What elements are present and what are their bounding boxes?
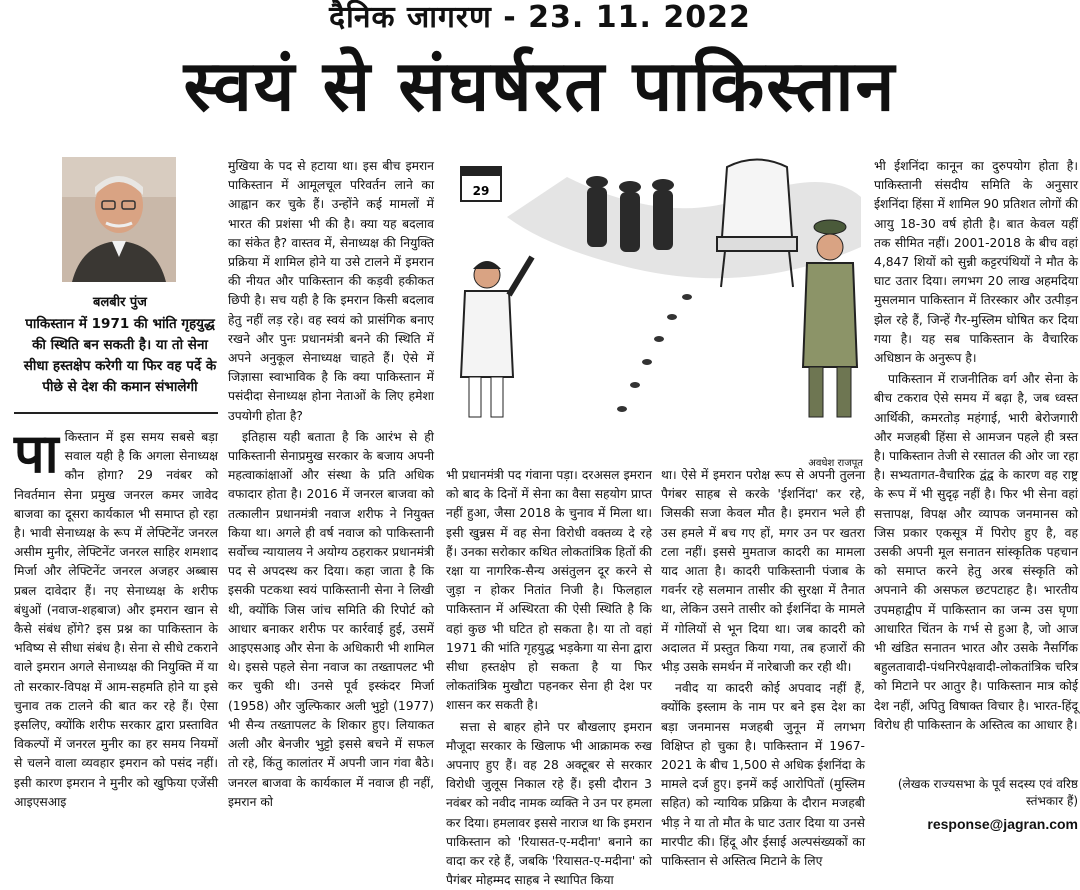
headline: स्वयं से संघर्षरत पाकिस्तान xyxy=(183,45,897,127)
author-photo xyxy=(62,157,176,282)
article-column-5 xyxy=(874,157,1078,773)
editorial-cartoon xyxy=(447,157,861,455)
article-paragraph: पाकिस्तान में राजनीतिक वर्ग और सेना के बीच टकराव ऐसे समय में बढ़ा है, जब ध्वस्त आर्थिकी, कमरतोड़ महंगाई, भारी बेरोजगारी और मजहबी हिंसा से आमजन पहले ही त्रस्त है। पाकिस्तान तेजी से रसातल की ओर जा रहा है। सभ्यतागत-वैचारिक द्वंद्व के कारण वह राष्ट्र के रूप में भी सुदृढ़ नहीं है। फिर भी सेना वहां सत्तापक्ष, विपक्ष और व्यापक जनमानस को जिस प्रकार एकसूत्र में पिरोए हुए है, वह उसकी अपनी मूल सनातन सांस्कृतिक पहचान को समाप्त करने हेतु अरब संस्कृति को अपनाने की असफल छटपटाहट है। भारतीय उपमहाद्वीप में पाकिस्तान का जन्म उस घृणा आधारित चिंतन के गर्भ से हुआ है, जो आज भी खंडित सनातन भारत और उसके नैसर्गिक बहुलतावादी-पंथनिरपेक्षवादी-लोकतांत्रिक चरित्र को मिटाने पर आतुर है। पाकिस्तान मात्र कोई देश नहीं, अपितु विषाक्त विचार है। भारत-हिंदू विरोध ही पाकिस्तान के अस्तित्व का आधार है। xyxy=(874,372,1078,732)
response-email: response@jagran.com xyxy=(927,816,1078,832)
divider xyxy=(14,412,218,414)
article-paragraph: था। ऐसे में इमरान परोक्ष रूप से अपनी तुलना पैगंबर साहब से करके 'ईशनिंदा' कर रहे, जिसकी सजा केवल मौत है। इमरान भले ही उस हमले में बच गए हों, मगर उन पर खतरा टला नहीं। इससे मुमताज कादरी का मामला याद आता है। कादरी पाकिस्तानी पंजाब के गवर्नर रहे सलमान तासीर की सुरक्षा में तैनात था, लेकिन उसने तासीर को ईशनिंदा के मामले में गोलियों से भून दिया था। जब कादरी को अदालत में प्रस्तुत किया गया, तब हजारों की भीड़ उसके समर्थन में नारेबाजी कर रही थी। xyxy=(661,468,865,675)
cartoon-credit: अवधेश राजपूत xyxy=(808,458,863,469)
article-paragraph: मुखिया के पद से हटाया था। इस बीच इमरान पाकिस्तान में आमूलचूल परिवर्तन लाने का आह्वान कर चुके हैं। उन्होंने कई मामलों में भारत की प्रशंसा भी की है। क्या यह बदलाव का संकेत है? वास्तव में, सेनाध्यक्ष की नियुक्ति प्रक्रिया में शामिल होने या उसे टालने में इमरान की नीयत और पाकिस्तान की कड़वी हकीकत छिपी है। सच यही है कि इमरान किसी बदलाव हेतु नहीं लड़ रहे। वह स्वयं को प्रासंगिक बनाए रखने और पुनः प्रधानमंत्री बनने की स्थिति में अपने अनुकूल सेनाध्यक्ष चाहते हैं। ऐसे में जिज्ञासा स्वाभाविक है कि क्या पाकिस्तान में पसंदीदा सेनाध्यक्ष होना नेताओं के लिए हमेशा उपयोगी होता है? xyxy=(228,159,434,423)
article-paragraph: भी प्रधानमंत्री पद गंवाना पड़ा। दरअसल इमरान को बाद के दिनों में सेना का वैसा सहयोग प्राप्त नहीं हुआ, जैसा 2018 के चुनाव में मिला था। इसी खुन्नस में वह सेना विरोधी वक्तव्य दे रहे हैं। उनका सरोकार कथित लोकतांत्रिक हितों की रक्षा या नागरिक-सैन्य असंतुलन दूर करने से जुड़ा न होकर नितांत निजी है। फिलहाल पाकिस्तान में अस्थिरता की ऐसी स्थिति है कि वहां कुछ भी घटित हो सकता है। या तो वहां 1971 की भांति गृहयुद्ध भड़केगा या सेना द्वारा सीधा हस्तक्षेप हो सकता है या फिर लोकतांत्रिक मुखौटा पहनकर सेना ही देश पर शासन कर सकती है। xyxy=(446,468,652,713)
article-paragraph: भी ईशनिंदा कानून का दुरुपयोग होता है। पाकिस्तानी संसदीय समिति के अनुसार ईशनिंदा हिंसा में शामिल 90 प्रतिशत लोगों की आयु 18-30 वर्ष होती है। बात केवल यहीं तक सीमित नहीं। 2001-2018 के बीच वहां 4,847 शियों को सुन्नी कट्टरपंथियों ने मौत के घाट उतार दिया। लगभग 20 लाख अहमदिया मुसलमान पाकिस्तान में तिरस्कार और उत्पीड़न झेल रहे हैं, जिन्हें गैर-मुस्लिम घोषित कर दिया गया है। यह सब पाकिस्तान के वैचारिक अधिष्ठान के अनुरूप है। xyxy=(874,159,1078,366)
calendar-icon xyxy=(461,167,501,201)
pull-quote: पाकिस्तान में 1971 की भांति गृहयुद्ध की स्थिति बन सकती है। या तो सेना सीधा हस्तक्षेप करेगी या फिर वह पर्दे के पीछे से देश की कमान संभालेगी xyxy=(23,316,217,395)
article-paragraph: नवीद या कादरी कोई अपवाद नहीं हैं, क्योंकि इस्लाम के नाम पर बने इस देश का बड़ा जनमानस मजहबी जुनून में लगभग विक्षिप्त हो चुका है। पाकिस्तान में 1967-2021 के बीच 1,500 से अधिक ईशनिंदा के मामले दर्ज हुए। इनमें कई आरोपितों (मुस्लिम सहित) को न्यायिक प्रक्रिया के दौरान मजहबी भीड़ ने या तो मौत के घाट उतार दिया या उनसे मारपीट की। हिंदू और ईसाई अल्पसंख्यकों का पाकिस्तान से अस्तित्व मिटाने के लिए xyxy=(661,681,865,869)
article-paragraph: इतिहास यही बताता है कि आरंभ से ही पाकिस्तानी सेनाप्रमुख सरकार के बजाय अपनी महत्वाकांक्षाओं और संस्था के प्रति अधिक वफादार होता है। 2016 में जनरल बाजवा को तत्कालीन प्रधानमंत्री नवाज शरीफ ने नियुक्त किया था। अगले ही वर्ष नवाज को पाकिस्तानी सर्वोच्च न्यायालय ने अयोग्य ठहराकर प्रधानमंत्री पद से अपदस्थ कर दिया। कहा जाता है कि इसकी पटकथा स्वयं पाकिस्तानी सेना ने लिखी थी, क्योंकि जिस जांच समिति की रिपोर्ट को आधार बनाकर शरीफ पर कार्रवाई हुई, उसमें आइएसआइ और सेना के अधिकारी भी शामिल थे। इससे पहले सेना नवाज का तख्तापलट भी कर चुकी थी। उनसे पूर्व इस्कंदर मिर्जा (1958) और जुल्फिकार अली भुट्टो (1977) भी सैन्य तख्तापलट के शिकार हुए। लियाकत अली और बेनजीर भुट्टो इससे बचने में सफल तो रहे, किंतु कालांतर में अपनी जान गंवा बैठे। जनरल बाजवा के कार्यकाल में नवाज ही नहीं, इमरान को xyxy=(228,429,434,809)
article-column-4 xyxy=(661,466,865,869)
article-paragraph: सत्ता से बाहर होने पर बौखलाए इमरान मौजूदा सरकार के खिलाफ भी आक्रामक रुख अपनाए हुए हैं। वह 28 अक्टूबर से सरकार विरोधी जुलूस निकाल रहे हैं। इसी दौरान 3 नवंबर को नवीद नामक व्यक्ति ने उन पर हमला कर दिया। हमलावर इससे नाराज था कि इमरान पाकिस्तान को 'रियासत-ए-मदीना' बनाने का वादा कर रहे हैं, जबकि 'रियासत-ए-मदीना' को पैगंबर मोहम्मद साहब ने स्थापित किया xyxy=(446,719,652,888)
author-note: (लेखक राज्यसभा के पूर्व सदस्य एवं वरिष्ठ स्तंभकार हैं) xyxy=(897,777,1078,808)
author-name: बलबीर पुंज xyxy=(93,295,147,310)
article-column-2 xyxy=(228,157,434,853)
svg-text:29: 29 xyxy=(472,184,490,198)
article-column-3 xyxy=(446,466,652,888)
article-paragraph: किस्तान में इस समय सबसे बड़ा सवाल यही है कि अगला सेनाध्यक्ष कौन होगा? 29 नवंबर को निवर्तमान सेना प्रमुख जनरल कमर जावेद बाजवा का दूसरा कार्यकाल भी समाप्त हो रहा है। भावी सेनाध्यक्ष के रूप में लेफ्टिनेंट जनरल असीम मुनीर, लेफ्टिनेंट जनरल साहिर शमशाद मिर्जा और लेफ्टिनेंट जनरल अजहर अब्बास प्रबल दावेदार हैं। नए सेनाध्यक्ष के शरीफ बंधुओं (नवाज-शहबाज) और इमरान खान से कैसे संबंध होंगे? इस प्रश्न का पाकिस्तान के भविष्य से सीधा संबंध है। सेना से सीधे टकराने वाले इमरान अगले सेनाध्यक्ष की नियुक्ति में या तो सरकार-विपक्ष में आम-सहमति होने या इसे चुनाव तक टालने की बात कर रहे हैं। ऐसा इसलिए, क्योंकि शरीफ सरकार द्वारा प्रस्तावित विकल्पों में जनरल मुनीर का हर समय नियमों से चलने वाला व्यवहार इमरान को पसंद नहीं। इसी कारण इमरान ने मुनीर को खुफिया एजेंसी आइएसआइ xyxy=(14,430,218,809)
article-column-1 xyxy=(14,422,218,853)
drop-cap: पा xyxy=(14,422,59,485)
paper-date-line: दैनिक जागरण - 23. 11. 2022 xyxy=(329,0,751,35)
